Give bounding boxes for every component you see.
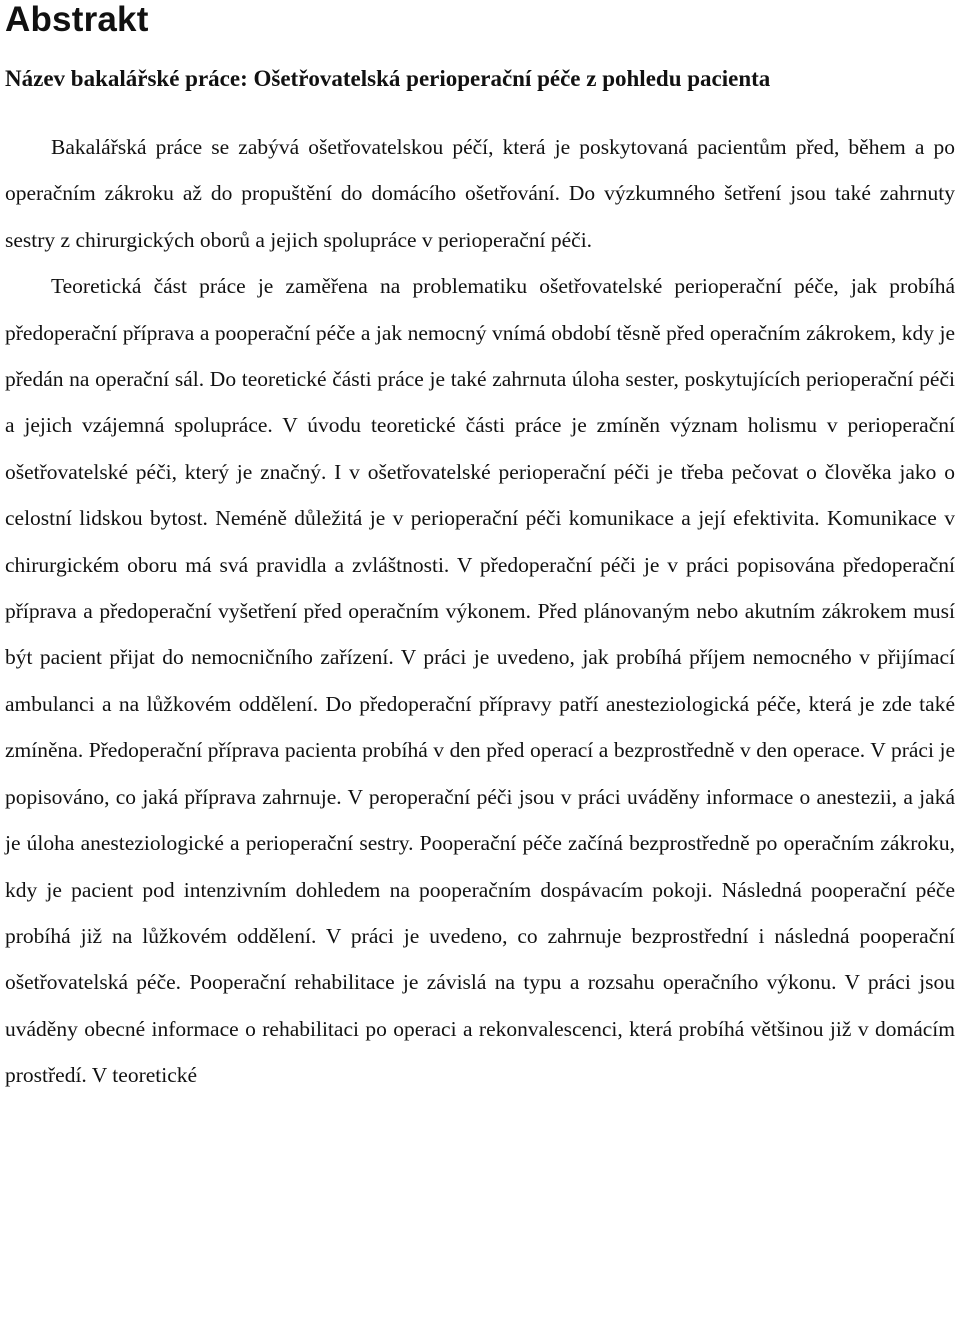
thesis-title: Název bakalářské práce: Ošetřovatelská perioperační péče z pohledu pacienta <box>5 66 771 91</box>
abstract-paragraph-2: Teoretická část práce je zaměřena na problematiku ošetřovatelské perioperační péče, jak probíhá předoperační příprava a pooperační péče a jak nemocný vnímá období těsně před operačním zákrokem, kdy je předán na operační sál. Do teoretické části práce je také zahrnuta úloha sester, poskytujících perioperační péči a jejich vzájemná spolupráce. V úvodu teoretické části práce je zmíněn význam holismu v perioperační ošetřovatelské péči, který je značný. I v ošetřovatelské perioperační péči je třeba pečovat o člověka jako o celostní lidskou bytost. Neméně důležitá je v perioperační péči komunikace a její efektivita. Komunikace v chirurgickém oboru má svá pravidla a zvláštnosti. V předoperační péči je v práci popisována předoperační příprava a předoperační vyšetření před operačním výkonem. Před plánovaným nebo akutním zákrokem musí být pacient přijat do nemocničního zařízení. V práci je uvedeno, jak probíhá příjem nemocného v přijímací ambulanci a na lůžkovém oddělení. Do předoperační přípravy patří anesteziologická péče, která je zde také zmíněna. Předoperační příprava pacienta probíhá v den před operací a bezprostředně v den operace. V práci je popisováno, co jaká příprava zahrnuje. V peroperační péči jsou v práci uváděny informace o anestezii, a jaká je úloha anesteziologické a perioperační sestry. Pooperační péče začíná bezprostředně po operačním zákroku, kdy je pacient pod intenzivním dohledem na pooperačním dospávacím pokoji. Následná pooperační péče probíhá již na lůžkovém oddělení. V práci je uvedeno, co zahrnuje bezprostřední i následná pooperační ošetřovatelská péče. Pooperační rehabilitace je závislá na typu a rozsahu operačního výkonu. V práci jsou uváděny obecné informace o rehabilitaci po operaci a rekonvalescenci, která probíhá většinou již v domácím prostředí. V teoretické <box>5 274 955 1088</box>
page-title: Abstrakt <box>5 0 149 39</box>
abstract-paragraph-1: Bakalářská práce se zabývá ošetřovatelskou péčí, která je poskytovaná pacientům před, během a po operačním zákroku až do propuštění do domácího ošetřování. Do výzkumného šetření jsou také zahrnuty sestry z chirurgických oborů a jejich spolupráce v perioperační péči. <box>5 135 955 252</box>
